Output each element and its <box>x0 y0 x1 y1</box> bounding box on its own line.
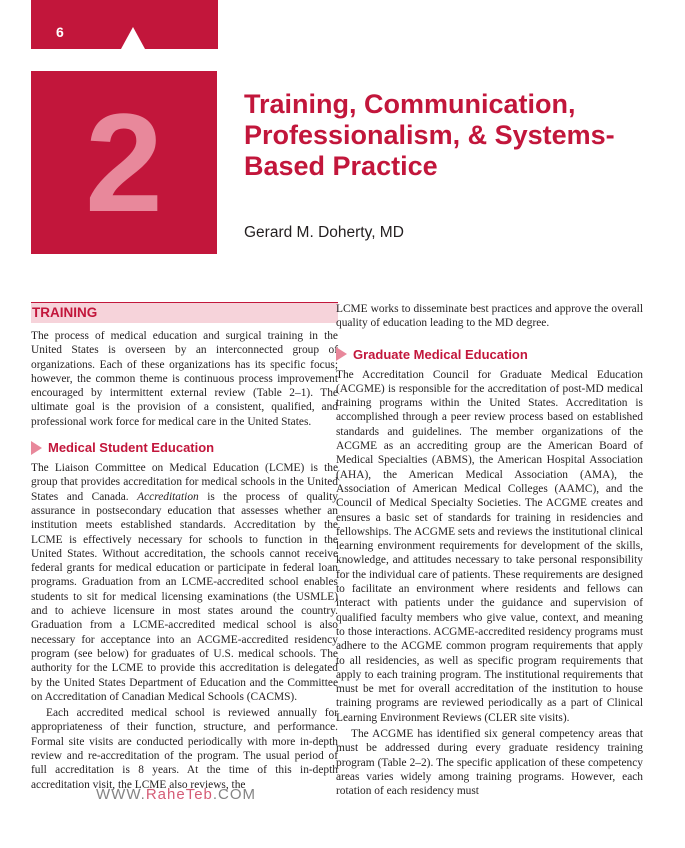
body-paragraph: Each accredited medical school is reviewed annually for appropriateness of their function, structure, and performance. Formal site visits are conducted periodically with more in-depth review and re-accreditation of the program. The usual period of full accreditation is 8 years. At the time of this in-depth accreditation visit, the LCME also reviews, the <box>31 707 338 791</box>
continuation-paragraph: LCME works to disseminate best practices and approve the overall quality of education leading to the MD degree. <box>336 303 643 330</box>
chapter-number: 2 <box>85 84 163 241</box>
tab-notch <box>121 27 145 49</box>
text-run: The Liaison Committee on Medical Education (LCME) is the group that provides accreditation for medical schools in the United States and Canada. <box>31 462 338 503</box>
subsection-header-medical-student <box>31 440 338 455</box>
watermark <box>96 786 256 803</box>
watermark-suffix: .COM <box>212 786 257 803</box>
arrow-icon <box>336 347 347 361</box>
body-paragraph: The ACGME has identified six general competency areas that must be addressed during every graduate residency training program (Table 2–2). The specific application of these competency areas varies widely among training programs. However, each rotation of each residency must <box>336 728 643 798</box>
arrow-icon <box>31 441 42 455</box>
section-header-training <box>31 302 338 323</box>
subsection-header-graduate <box>336 347 643 362</box>
page-number-tab <box>31 0 218 49</box>
watermark-prefix: WWW. <box>96 786 146 803</box>
body-paragraph <box>31 461 338 704</box>
emphasized-term: Accreditation <box>137 490 199 503</box>
body-paragraph: The Accreditation Council for Graduate Medical Education (ACGME) is responsible for the accreditation of post-MD medical training programs within the United States. Accreditation is accomplished through a peer review process based on established standards and guidelines. The member organizations of the ACGME as an accrediting group are the American Board of Medical Specialties (ABMS), the American Hospital Association (AHA), the American Medical Association (AMA), the Association of American Medical Colleges (AAMC), and the Council of Medical Specialty Societies. The ACGME creates and ensures a basic set of standards for training in residencies and fellowships. The ACGME sets and reviews the institutional clinical learning environment requirements for development of the skills, knowledge, and attitudes necessary to take personal responsibility for the individual care of patients. These requirements are designed to facilitate an environment where residents and fellows can interact with patients under the guidance and supervision of qualified faculty members who give value, context, and meaning to those interactions. ACGME-accredited residency programs must adhere to the ACGME common program requirements that apply to all residencies, as well as specific program requirements that apply to each training program. The institutional requirements that must be met for overall accreditation of the institution to house training programs are reviewed periodically as a part of Clinical Learning Environment Reviews (CLER site visits). <box>336 368 643 724</box>
left-column <box>31 302 338 792</box>
right-column <box>336 302 643 799</box>
section-title: TRAINING <box>32 305 98 320</box>
chapter-title: Training, Communication, Professionalism, & Systems-Based Practice <box>244 89 615 181</box>
page-number: 6 <box>56 24 64 40</box>
watermark-brand: RaheTeb <box>145 786 213 803</box>
text-run: is the process of quality assurance in postsecondary education that assesses whether an institution meets established standards. Accreditation by the LCME is effectively necessary for schools to function in the United States. Without accreditation, the schools cannot receive federal grants for medical education or participate in federal loan programs. Graduation from an LCME-accredited school enables students to sit for medical licensing examinations (the USMLE) and to achieve licensure in most states around the country. Graduation from a LCME-accredited medical school is also necessary for acceptance into an ACGME-accredited residency program (see below) for graduates of U.S. medical schools. The authority for the LCME to provide this accreditation is delegated by the United States Department of Education and the Committee on Accreditation of Canadian Medical Schools (CACMS). <box>31 490 338 703</box>
subsection-title: Medical Student Education <box>48 440 215 456</box>
subsection-title: Graduate Medical Education <box>353 346 528 362</box>
intro-paragraph: The process of medical education and surgical training in the United States is overseen by an interconnected group of organizations. Each of these organizations has its specific focus; however, the common theme is continuous process improvement encouraged by intermittent external review (Table 2–1). The ultimate goal is the provision of a consistent, qualified, and professional work force for medical care in the United States. <box>31 330 338 428</box>
chapter-number-block <box>31 71 217 254</box>
chapter-author: Gerard M. Doherty, MD <box>244 224 404 241</box>
